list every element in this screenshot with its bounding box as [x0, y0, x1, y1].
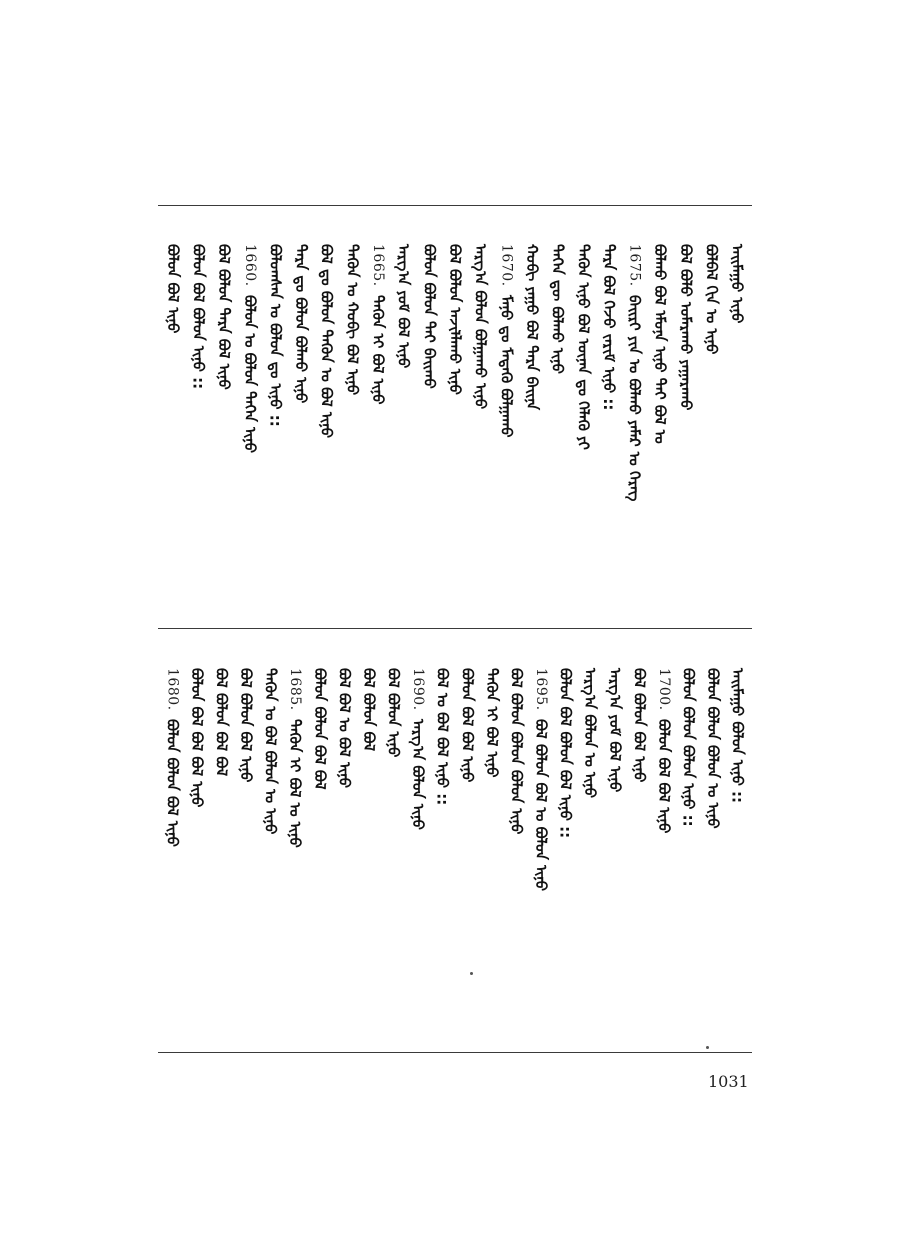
line-text: ᠲᠡᠭᠦᠨ ᠤ ᠪᠣᠯ ᠪᠣᠯᠤᠨ ᠤ ᠢᠨᠦ	[261, 668, 280, 835]
line-text: ᠪᠣᠯᠪᠠᠯ ᠬᠢᠨ ᠤ ᠢᠨᠦ	[702, 244, 721, 355]
text-line	[630, 668, 648, 1038]
line-text: ᠲᠡᠭᠦᠨ ᠢ ᠪᠣᠯ ᠢᠨᠦ	[369, 294, 388, 405]
line-text: ᠪᠣᠯᠤᠭᠰᠠᠨ ᠤ ᠪᠣᠯᠤᠨ ᠳᠤ ᠢᠨᠦ ::	[266, 244, 285, 427]
line-text: ᠪᠣᠯ ᠪᠣᠯᠤᠨ ᠲᠡᠷᠡ ᠪᠣᠯ ᠢᠨᠦ	[215, 244, 234, 390]
text-line	[680, 668, 698, 1038]
text-line	[266, 244, 284, 614]
line-text: ᠪᠣᠯᠤᠨ ᠪᠣᠯᠤᠨ ᠪᠣᠯ ᠢᠨᠦ	[163, 718, 182, 847]
text-line	[385, 668, 403, 1038]
line-text: ᠪᠣᠯ ᠪᠣᠯᠤᠨ ᠪᠣᠯ ᠤ ᠪᠣᠯᠤᠨ ᠢᠨᠦ	[532, 718, 551, 891]
line-text: ᠪᠣᠯ ᠪᠣᠯᠤ ᠤᠮᠠᠷᠠᠬᠤ ᠶᠠᠭᠠᠷᠠᠬᠤ	[676, 244, 695, 411]
upper-text-block	[160, 244, 750, 614]
text-line	[164, 244, 182, 614]
text-line	[497, 244, 515, 614]
line-text: ᠪᠣᠯᠤᠨ ᠪᠣᠯᠤᠨ ᠪᠣᠯᠤᠨ ᠢᠨᠦ ::	[679, 668, 698, 827]
text-line	[343, 244, 361, 614]
line-text: ᠠᠷᠭ᠎ᠠ ᠪᠣᠯᠤᠨ ᠤ ᠢᠨᠦ	[581, 668, 600, 799]
line-number: 1685.	[287, 668, 304, 711]
text-line	[189, 244, 207, 614]
line-text: ᠪᠠᠢᠷᠢ ᠶᠢᠨ ᠤ ᠪᠣᠯᠬᠤ ᠶᠠᠮᠠᠷ ᠤ ᠬᠡᠷᠡᠭ	[625, 294, 644, 502]
text-line	[532, 668, 550, 1038]
page-number: 1031	[708, 1072, 749, 1091]
line-text: ᠪᠣᠯ ᠪᠣᠯᠤᠨ ᠢᠨᠦ	[384, 668, 403, 758]
middle-rule	[158, 628, 752, 629]
text-line	[212, 668, 230, 1038]
text-line	[292, 244, 310, 614]
line-text: ᠠᠷᠭ᠎ᠠ ᠶᠤᠮ ᠪᠣᠯ ᠢᠨᠦ	[605, 668, 624, 793]
line-number: 1700.	[655, 668, 672, 711]
line-text: ᠪᠣᠯ ᠪᠣᠯᠤᠨ ᠪᠣᠯ ᠢᠨᠦ	[630, 668, 649, 783]
line-text: ᠪᠣᠯ ᠪᠣᠯ ᠤ ᠪᠣᠯ ᠢᠨᠦ	[335, 668, 354, 789]
line-text: ᠪᠣᠯᠤᠨ ᠪᠣᠯ ᠪᠣᠯᠤᠨ ᠢᠨᠦ ::	[189, 244, 208, 390]
line-text: ᠪᠣᠯ ᠪᠣᠯᠤᠨ ᠠᠵᠢᠯᠯᠠᠬᠤ ᠢᠨᠦ	[446, 244, 464, 395]
line-text: ᠲᠡᠭᠦᠨ ᠤ ᠬᠤᠪᠢ ᠪᠣᠯ ᠢᠨᠦ	[343, 244, 362, 396]
ink-speck	[706, 1046, 709, 1049]
text-line	[311, 668, 329, 1038]
text-line	[677, 244, 695, 614]
line-number: 1695.	[533, 668, 550, 711]
line-text: ᠪᠣᠯ ᠪᠣᠯᠤᠨ ᠪᠣᠯ ᠪᠣᠯ	[212, 668, 231, 777]
text-line	[728, 244, 746, 614]
line-text: ᠠᠷᠭ᠎ᠠ ᠪᠣᠯᠤᠨ ᠢᠨᠦ	[409, 718, 428, 830]
text-line	[472, 244, 490, 614]
top-rule	[158, 205, 752, 206]
text-line	[215, 244, 233, 614]
line-text: ᠪᠣᠯᠤᠨ ᠪᠣᠯ ᠢᠨᠦ	[163, 244, 182, 334]
lower-text-block	[160, 668, 750, 1038]
text-line	[483, 668, 501, 1038]
line-text: ᠪᠣᠯᠤᠨ ᠪᠣᠯᠤᠨ ᠲᠠᠢ ᠪᠠᠢᠬᠤ	[420, 244, 439, 389]
text-line	[188, 668, 206, 1038]
line-text: ᠪᠣᠯ ᠪᠣᠯᠤᠨ ᠪᠣᠯᠤᠨ ᠪᠣᠯᠤᠨ ᠢᠨᠦ	[507, 668, 526, 835]
line-text: ᠪᠣᠯᠤᠨ ᠪᠣᠯ ᠪᠣᠯ ᠢᠨᠦ	[458, 668, 477, 783]
text-line	[651, 244, 669, 614]
text-line	[237, 668, 255, 1038]
line-number: 1665.	[370, 244, 387, 287]
line-text: ᠪᠣᠯ ᠪᠣᠯᠤᠨ ᠪᠣᠯ	[359, 668, 378, 752]
line-text: ᠪᠣᠯᠤᠨ ᠪᠣᠯ ᠪᠣᠯ ᠪᠣᠯ ᠢᠨᠦ	[187, 668, 206, 808]
line-text: ᠮᠠᠨᠤ ᠳᠤ ᠮᠡᠳᠡᠬᠦ ᠪᠣᠯᠭᠠᠬᠤ	[497, 294, 516, 438]
text-line	[434, 668, 452, 1038]
line-text: ᠪᠣᠯᠤᠨ ᠪᠣᠯ ᠪᠣᠯ ᠢᠨᠦ	[654, 718, 673, 833]
line-number: 1660.	[241, 244, 258, 287]
text-line	[507, 668, 525, 1038]
text-line	[395, 244, 413, 614]
line-number: 1680.	[164, 668, 181, 711]
text-line	[360, 668, 378, 1038]
text-line	[409, 668, 427, 1038]
ink-speck	[470, 972, 473, 975]
text-line	[655, 668, 673, 1038]
line-text: ᠠᠢᠮᠠᠭᠤ ᠢᠨᠦ	[728, 244, 747, 324]
line-text: ᠠᠷᠭ᠎ᠠ ᠶᠤᠮ ᠪᠣᠯ ᠢᠨᠦ	[394, 244, 413, 369]
line-text: ᠪᠣᠯᠤᠨ ᠪᠣᠯᠤᠨ ᠪᠣᠯ ᠪᠣᠯ	[310, 668, 329, 790]
line-text: ᠲᠡᠭᠡᠨ ᠳᠦ ᠪᠣᠯᠬᠤ ᠢᠨᠦ	[548, 244, 567, 374]
line-number: 1690.	[410, 668, 427, 711]
text-line	[704, 668, 722, 1038]
text-line	[729, 668, 747, 1038]
text-line	[600, 244, 618, 614]
text-line	[557, 668, 575, 1038]
line-text: ᠠᠷᠭ᠎ᠠ ᠪᠣᠯᠤᠨ ᠪᠣᠯᠭᠠᠬᠤ ᠢᠨᠦ	[471, 244, 490, 410]
text-line	[163, 668, 181, 1038]
bottom-rule	[158, 1052, 752, 1053]
line-text: ᠪᠣᠯ ᠤ ᠪᠣᠯ ᠪᠣᠯ ᠢᠨᠦ ::	[433, 668, 452, 806]
text-line	[581, 668, 599, 1038]
text-line	[262, 668, 280, 1038]
line-text: ᠲᠡᠭᠦᠨ ᠢᠨᠦ ᠪᠣᠯ ᠦᠨᠡᠨ ᠳᠤ ᠬᠡᠯᠡᠬᠦ ᠶᠢ	[574, 244, 593, 450]
line-text: ᠪᠣᠯ ᠪᠣᠯᠤᠨ ᠪᠣᠯ ᠢᠨᠦ	[237, 668, 256, 783]
line-text: ᠪᠣᠯᠤᠨ ᠪᠣᠯ ᠪᠣᠯᠤᠨ ᠪᠣᠯ ᠢᠨᠦ ::	[556, 668, 575, 839]
line-text: ᠪᠣᠯᠬᠤ ᠪᠣᠯ ᠡᠮᠦᠨᠡ ᠢᠨᠦ ᠲᠠᠢ ᠪᠣᠯ ᠤ	[651, 244, 670, 444]
text-line	[420, 244, 438, 614]
line-text: ᠲᠡᠷᠡ ᠳᠤ ᠪᠣᠯᠤᠨ ᠪᠣᠯᠬᠤ ᠢᠨᠦ	[292, 244, 311, 404]
line-number: 1675.	[626, 244, 643, 287]
text-line	[286, 668, 304, 1038]
text-line	[549, 244, 567, 614]
text-line	[241, 244, 259, 614]
line-text: ᠪᠣᠯᠤᠨ ᠤ ᠪᠣᠯᠤᠨ ᠲᠡᠭᠡᠨ ᠢᠨᠦ	[240, 294, 259, 453]
text-line	[606, 668, 624, 1038]
text-line	[458, 668, 476, 1038]
line-text: ᠲᠡᠭᠦᠨ ᠢ ᠪᠣᠯ ᠤ ᠢᠨᠦ	[286, 718, 305, 848]
line-text: ᠲᠡᠷᠡ ᠪᠣᠯ ᠭᠡᠵᠦ ᠵᠠᠷᠢᠮ ᠢᠨᠦ ::	[599, 244, 618, 411]
line-text: ᠬᠤᠪᠢ ᠶᠠᠭᠤ ᠪᠣᠯ ᠲᠡᠷᠡ ᠪᠠᠢᠨᠠ	[522, 244, 541, 411]
text-line	[574, 244, 592, 614]
text-line	[523, 244, 541, 614]
text-line	[626, 244, 644, 614]
line-text: ᠪᠣᠯ ᠳᠤ ᠪᠣᠯᠤᠨ ᠲᠡᠭᠦᠨ ᠤ ᠪᠣᠯ ᠢᠨᠦ	[317, 244, 336, 439]
text-line	[369, 244, 387, 614]
text-line	[446, 244, 464, 614]
line-text: ᠠᠢᠮᠠᠭᠤ ᠪᠣᠯᠤᠨ ᠢᠨᠦ ::	[728, 668, 747, 804]
line-text: ᠪᠣᠯᠤᠨ ᠪᠣᠯᠤᠨ ᠪᠣᠯᠤᠨ ᠤ ᠢᠨᠦ	[704, 668, 723, 829]
line-text: ᠲᠡᠭᠦᠨ ᠢ ᠪᠣᠯ ᠢᠨᠦ	[482, 668, 501, 778]
text-line	[703, 244, 721, 614]
text-line	[335, 668, 353, 1038]
text-line	[318, 244, 336, 614]
line-number: 1670.	[498, 244, 515, 287]
